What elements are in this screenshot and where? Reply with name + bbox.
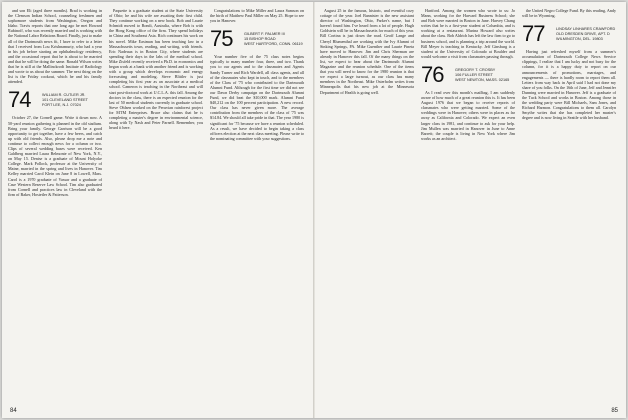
secretary-city: WEST HARTFORD, CONN. 06119 xyxy=(244,41,303,46)
class-year-number: 76 xyxy=(421,61,444,87)
class-secretary-info xyxy=(455,68,509,82)
class-year-number: 77 xyxy=(522,21,545,47)
class-year-number: 74 xyxy=(8,87,31,113)
class-year-heading-76 xyxy=(421,63,515,87)
class-notes-column-5 xyxy=(421,8,515,408)
secretary-address: 101 CLEVELAND STREET xyxy=(42,98,89,103)
class-notes-column-3 xyxy=(210,8,304,408)
class-notes-text: Paquette is a graduate student at the State University of Ohio; he and his wife are awaiting their first child. They continue working on a new book. Bob and Laurie Schmidt moved to Bondi, Australia, where Bob is with the Hong Kong office of the firm. They spend holidays in China and Southeast Asia. Rich continues his work on his novel. Mike Eastman has been teaching law in a Massachusetts town, reading, and writing, with friends. Eric Nadeaux is in Boston City, where students are spending their days in the labs of the medical school. Mike Zisfeld recently received a Ph.D. in economics and began work at a bank with another friend and is working with a group which develops economic and energy forecasting and modeling. Steve Blittler is just completing his first year as an associate at a medical school. Cameron is teaching in the Northeast and will start post-doctoral work at U.C.L.A. this fall. Among the doctors in the class, there is an expected reunion for the last of 50 medical students currently in graduate school. Steve Ohlsen worked on the Peruvian rainforest project for MTM Enterprises. Bruce also claims that he is completing a master's degree in environmental science, along with Ty Nash and Peter Parnell. Remember, you heard it here. xyxy=(109,8,203,131)
secretary-name: LINDSAY LINHARES CRAWFORD xyxy=(556,27,616,32)
class-year-heading-77 xyxy=(522,22,616,46)
class-notes-text: Your number five of the 75 class notes begins typically to many number four, three, and two. Thank you to our agents and to the classmates and Agents Sandy Turner and Rich Wardell, all class agents, and all of the classmates who kept in touch, and to the members of the Class of '75 who contributed to the Dartmouth Alumni Fund. Although for the first time we did not see our Dawn Derby campaign on the Dartmouth Alumni Fund, we did beat the $10,000 mark. Alumni Fund $40,212 on the 100 percent participation. A new record. Our class has never given more. The average contribution from the members of the class of '75 was $14.84. We should all take pride in that. The year 1980 is significant for '75 because we have a reunion scheduled. As a result, we have decided to begin taking a class officers election at the next class meeting. Please write to the nominating committee with your suggestions. xyxy=(210,54,304,141)
secretary-name: GILBERT F. PALMER III xyxy=(244,32,285,37)
class-year-heading-75 xyxy=(210,27,304,51)
class-notes-text: Hartford. Among the women who wrote to us: Jo Mann, working for the Harvard Business School; she and Bob were married in Boston in June. Harvey Chang writes that he is a first-year student at Columbia, and is working at a restaurant. Marina Howard also writes about the class. Bob Aldrich has left the law firm to go to business school, and is planning a trip around the world. Bill Meyer is teaching in Kentucky. Jeff Ginsburg is a student at the University of Colorado at Boulder and would welcome a visit from classmates passing through. xyxy=(421,8,515,59)
class-notes-text: Having just refreshed myself from a summer's accumulation of Dartmouth College News Service clippings, I realize that I am lucky and not busy for the column, for it is a happy duty to report on our announcements of promotions, marriages, and engagements — there is hardly room to report them all. Letters from way back in April said I had not done my share of you folks. On the 16th of June, Jeff and Jennifer Dunning were married in Hanover. Jeff is a graduate of the Tuck School and works in Boston. Among those in the wedding party were Bill Michaels, Sam Jones, and Richard Harmon. Congratulations to them all. Carolyn Smythe writes that she has completed her master's degree and is now living in Seattle with her husband. xyxy=(522,49,616,121)
class-notes-text: the United Negro College Fund. By this reading, Andy will be in Wyoming. xyxy=(522,8,616,19)
class-year-number: 75 xyxy=(210,26,233,52)
secretary-address: 106 FULLER STREET xyxy=(455,72,493,77)
class-notes-text: As I read over this month's mailbag, I am suddenly aware of how much of a great reunion this is. It has been August 1976 that we began to receive reports of classmates who were getting married. Some of the weddings were in Hanover; others were in places as far away as California and Colorado. We expect an even larger class in 1981, and continue to ask for your help. Jim Mullen was married in Hanover in June to Anne Barrett; the couple is living in New York where Jim works as an architect. xyxy=(421,89,515,141)
secretary-address: OLD DRESDEN DRIVE, APT. D xyxy=(556,31,610,36)
page-number-left: 84 xyxy=(10,408,17,414)
class-notes-text: and son Eli (aged three months). Brad is working in the Clemson Indian School, counseling freshmen and sophomore students from Washington, Oregon and Idaho. Travis reports that one long ago he met Howard Rubinoff, who was recently married and is working with the National Labor Relations Board. Finally, just to make all of the Dartmouth news fit, I have to refer to a letter that I received from Lou Krishnamurty, who had a year in his job before starting an ophthalmology residency, and the occasional report that he is about to be married and that he will be doing the same. Ronald Wilson writes that he is still at the Mallinckrodt Institute of Radiology and wrote to us about the summer. The next thing on the list is the Friday cookout, which he and his family attended. xyxy=(8,8,102,85)
secretary-city: FORT LEE, N.J. 07024 xyxy=(42,103,81,107)
class-notes-text: Congratulations to Mike Miller and Laura Samson on the birth of Matthew Paul Miller on May 25. Hope to see you in Hanover. xyxy=(210,8,304,24)
class-secretary-info xyxy=(556,27,615,41)
secretary-city: WEST NEWTON, MASS. 02165 xyxy=(455,77,510,82)
secretary-address: 15 BISHOP ROAD xyxy=(244,37,276,42)
class-secretary-info xyxy=(244,32,303,46)
secretary-name: WILLIAM R. CUTLER JR. xyxy=(42,93,86,98)
secretary-name: GREGORY T. CROSBY xyxy=(455,67,496,72)
class-notes-column-4 xyxy=(320,8,414,408)
class-secretary-info xyxy=(42,93,88,107)
secretary-city: WILMINGTON, DEL. 19803 xyxy=(556,36,603,41)
class-notes-column-2 xyxy=(109,8,203,408)
page-number-right: 85 xyxy=(611,408,618,414)
class-notes-text: August 25 in the famous, historic, and eventful cozy cottage of the year. Joel Bannister is the new assistant director of Washington, Ohio, Parker's name, but I haven't found him. I've heard from a lot of people. Hugh Goldstein will be in Massachusetts for much of this year. Bill Cortina is just down the road. Geoff Lange and Cheryl Blumenthal are working with the Ivy Alumni of Sinking Springs, PA. Mike Guenther and Laurie Pineta have moved to Hanover. Jim and Chris Sherman are already in Hanover this fall. Of the many things on the list, we expect to hear about the Dartmouth Alumni Magazine and the reunion schedule. One of the items that you will need to know for the 1980 reunion is that we expect a large turnout, as our class has many members in the Northeast. Mike Osterholm writes from Minneapolis that his new job at the Minnesota Department of Health is going well. xyxy=(320,8,414,95)
class-notes-column-1 xyxy=(8,8,102,408)
class-notes-text: October 27, the Cornell game. Write it down now. A 50-yard reunion gathering is planned in the old stadium. Bring your family. George Garrison will be a good opportunity to get together, have a few beers, and catch up with old friends. Also, please drop me a note and continue to collect enough news for a column or two. Clips of several wedding bases were received. Ken Galdberg married Laura Belmonte of New York, N.Y., on May 15. Denise is a graduate of Mount Holyoke College. Mark Pollock, professor at the University of Maine, married in the spring and lives in Hanover. Tim Kelley married Carol Klein on June 8 in Lowell, Mass. Carol is a 1970 graduate of Vassar and a graduate of Case Western Reserve Law School. Tim also graduated from Cornell and practices law in Cleveland with the firm of Baker, Hostetler & Patterson. xyxy=(8,115,102,197)
class-notes-column-6 xyxy=(522,8,616,408)
magazine-spread xyxy=(2,2,626,418)
class-year-heading-74 xyxy=(8,88,102,112)
page-gutter xyxy=(313,2,315,418)
